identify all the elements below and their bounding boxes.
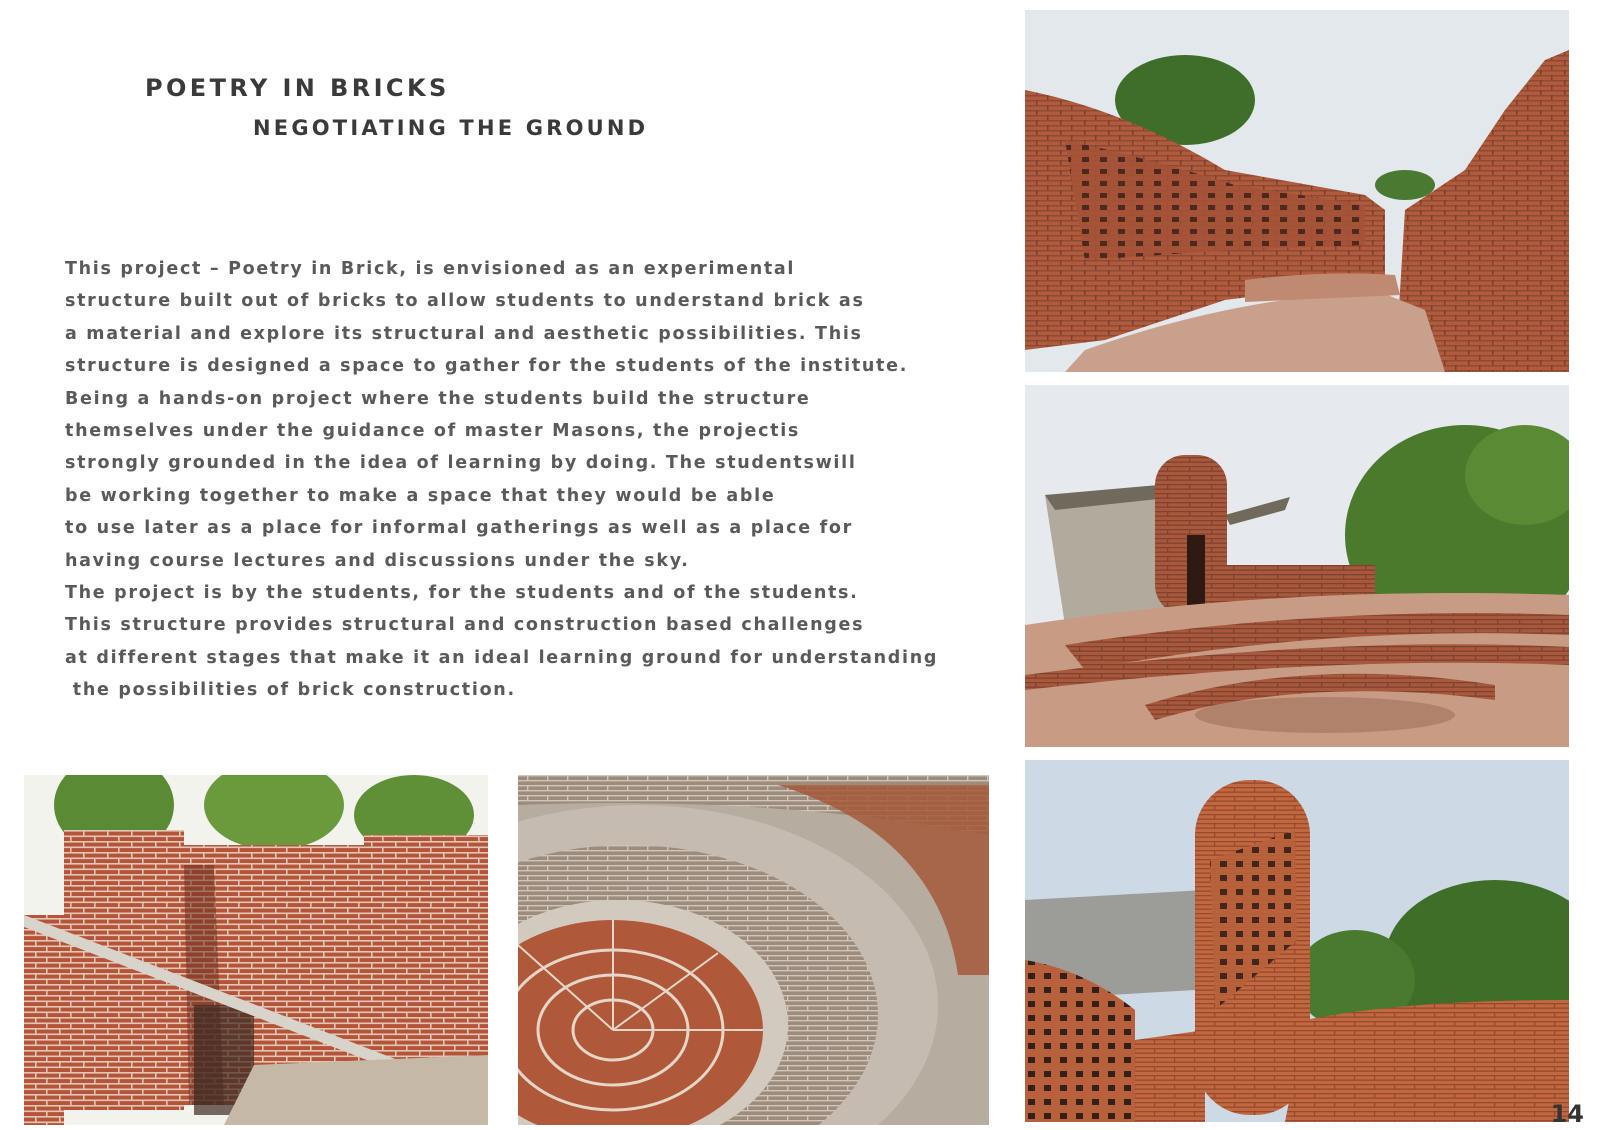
description-line: structure is designed a space to gather for the students of the institute.: [65, 356, 909, 377]
description-line: at different stages that make it an ideal learning ground for understanding: [65, 647, 939, 668]
photo-construction-walls: [24, 775, 488, 1125]
description-line: This project – Poetry in Brick, is envisioned as an experimental: [65, 259, 796, 279]
description-line: to use later as a place for informal gatherings as well as a place for: [65, 518, 853, 539]
photo-amphitheater-tower: [1025, 385, 1569, 747]
description-line: themselves under the guidance of master Masons, the projectis: [65, 421, 801, 442]
description-line: be working together to make a space that they would be able: [65, 485, 776, 506]
description-line: The project is by the students, for the students and of the students.: [65, 583, 859, 604]
page-subtitle: NEGOTIATING THE GROUND: [253, 116, 649, 140]
description-line: strongly grounded in the idea of learning by doing. The studentswill: [65, 453, 857, 474]
photo-twisted-tower: [1025, 760, 1569, 1122]
page-title: POETRY IN BRICKS: [145, 74, 450, 102]
photo-radial-brick-floor: [518, 775, 989, 1125]
description-line: the possibilities of brick construction.: [65, 680, 516, 701]
project-description: [65, 253, 965, 707]
description-line: This structure provides structural and construction based challenges: [65, 615, 865, 636]
photo-curved-wall-walkway: [1025, 10, 1569, 372]
description-line: having course lectures and discussions under the sky.: [65, 550, 690, 571]
description-line: a material and explore its structural and aesthetic possibilities. This: [65, 323, 863, 344]
description-line: Being a hands-on project where the students build the structure: [65, 388, 811, 409]
page-number: 14: [1550, 1100, 1584, 1128]
description-line: structure built out of bricks to allow students to understand brick as: [65, 291, 865, 312]
